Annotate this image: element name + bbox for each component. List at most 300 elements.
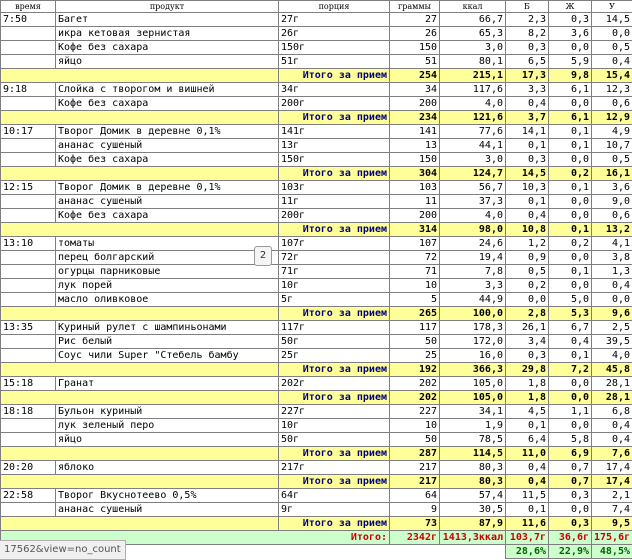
protein: 0,4 (506, 97, 549, 111)
portion: 64г (279, 489, 390, 503)
carbs: 4,1 (592, 237, 632, 251)
grams: 200 (390, 209, 440, 223)
meal-total-spacer (1, 391, 279, 405)
percent-fat: 22,9% (549, 545, 592, 559)
meal-total-grams: 73 (390, 517, 440, 531)
portion: 200г (279, 97, 390, 111)
carbs: 17,4 (592, 461, 632, 475)
meal-total-kcal: 100,0 (440, 307, 506, 321)
grams: 71 (390, 265, 440, 279)
portion: 11г (279, 195, 390, 209)
table-row (1, 293, 632, 307)
header-kcal: ккал (440, 1, 506, 13)
portion: 72г (279, 251, 390, 265)
portion: 150г (279, 41, 390, 55)
protein: 6,4 (506, 433, 549, 447)
portion: 71г (279, 265, 390, 279)
meal-time: 20:20 (1, 461, 56, 475)
grams: 117 (390, 321, 440, 335)
meal-time (1, 153, 56, 167)
carbs: 0,4 (592, 279, 632, 293)
protein: 0,4 (506, 209, 549, 223)
kcal: 80,3 (440, 461, 506, 475)
carbs: 0,4 (592, 55, 632, 69)
carbs: 12,3 (592, 83, 632, 97)
kcal: 37,3 (440, 195, 506, 209)
product-name: Гранат (56, 377, 279, 391)
protein: 0,1 (506, 419, 549, 433)
grams: 64 (390, 489, 440, 503)
meal-total-grams: 234 (390, 111, 440, 125)
meal-total-grams: 202 (390, 391, 440, 405)
portion: 103г (279, 181, 390, 195)
portion: 25г (279, 349, 390, 363)
table-row (1, 503, 632, 517)
table-row (1, 405, 632, 419)
table-row (1, 265, 632, 279)
carbs: 3,6 (592, 181, 632, 195)
status-url: 17562&view=no_count (0, 540, 126, 560)
portion: 227г (279, 405, 390, 419)
header-grams: граммы (390, 1, 440, 13)
meal-total-fat: 6,1 (549, 111, 592, 125)
meal-total-grams: 314 (390, 223, 440, 237)
grams: 150 (390, 153, 440, 167)
meal-total-label: Итого за прием (279, 111, 390, 125)
meal-total-row (1, 69, 632, 83)
meal-total-fat: 0,1 (549, 223, 592, 237)
fat: 0,1 (549, 139, 592, 153)
meal-total-kcal: 105,0 (440, 391, 506, 405)
header-protein: Б (506, 1, 549, 13)
product-name: Соус чили Super "Стебель бамбу (56, 349, 279, 363)
meal-total-carbs: 17,4 (592, 475, 632, 489)
product-name: лук порей (56, 279, 279, 293)
product-name: икра кетовая зернистая (56, 27, 279, 41)
meal-time (1, 433, 56, 447)
fat: 0,1 (549, 181, 592, 195)
portion: 117г (279, 321, 390, 335)
meal-time (1, 209, 56, 223)
portion: 50г (279, 433, 390, 447)
meal-total-spacer (1, 111, 279, 125)
product-name: Творог Вкуснотеево 0,5% (56, 489, 279, 503)
carbs: 0,0 (592, 27, 632, 41)
carbs: 4,9 (592, 125, 632, 139)
carbs: 2,5 (592, 321, 632, 335)
meal-total-carbs: 13,2 (592, 223, 632, 237)
fat: 3,6 (549, 27, 592, 41)
meal-total-kcal: 98,0 (440, 223, 506, 237)
grams: 5 (390, 293, 440, 307)
product-name: Кофе без сахара (56, 209, 279, 223)
meal-time: 12:15 (1, 181, 56, 195)
meal-time (1, 293, 56, 307)
protein: 26,1 (506, 321, 549, 335)
product-name: огурцы парниковые (56, 265, 279, 279)
portion: 51г (279, 55, 390, 69)
carbs: 28,1 (592, 377, 632, 391)
product-name: Творог Домик в деревне 0,1% (56, 125, 279, 139)
carbs: 6,8 (592, 405, 632, 419)
meal-total-carbs: 15,4 (592, 69, 632, 83)
meal-total-row (1, 307, 632, 321)
meal-time (1, 419, 56, 433)
fat: 5,9 (549, 55, 592, 69)
table-row (1, 97, 632, 111)
fat: 0,1 (549, 265, 592, 279)
carbs: 0,6 (592, 209, 632, 223)
meal-total-grams: 217 (390, 475, 440, 489)
meal-time: 13:35 (1, 321, 56, 335)
meal-time: 7:50 (1, 13, 56, 27)
product-name: яблоко (56, 461, 279, 475)
meal-total-spacer (1, 363, 279, 377)
kcal: 44,1 (440, 139, 506, 153)
kcal: 66,7 (440, 13, 506, 27)
product-name: Бульон куриный (56, 405, 279, 419)
meal-total-row (1, 391, 632, 405)
protein: 1,8 (506, 377, 549, 391)
meal-total-kcal: 87,9 (440, 517, 506, 531)
kcal: 30,5 (440, 503, 506, 517)
protein: 14,1 (506, 125, 549, 139)
meal-total-row (1, 167, 632, 181)
meal-total-spacer (1, 69, 279, 83)
portion: 217г (279, 461, 390, 475)
fat: 5,0 (549, 293, 592, 307)
meal-total-protein: 1,8 (506, 391, 549, 405)
product-name: Кофе без сахара (56, 97, 279, 111)
meal-total-spacer (1, 307, 279, 321)
meal-total-fat: 7,2 (549, 363, 592, 377)
carbs: 0,4 (592, 433, 632, 447)
table-row (1, 13, 632, 27)
kcal: 3,0 (440, 41, 506, 55)
grand-total-fat: 36,6г (549, 531, 592, 545)
diary-body (1, 13, 632, 531)
product-name: лук зеленый перо (56, 419, 279, 433)
kcal: 80,1 (440, 55, 506, 69)
protein: 10,3 (506, 181, 549, 195)
meal-total-grams: 287 (390, 447, 440, 461)
meal-time: 18:18 (1, 405, 56, 419)
meal-time (1, 335, 56, 349)
carbs: 14,5 (592, 13, 632, 27)
carbs: 0,5 (592, 153, 632, 167)
product-name: ананас сушеный (56, 139, 279, 153)
table-row (1, 55, 632, 69)
carbs: 39,5 (592, 335, 632, 349)
meal-time (1, 503, 56, 517)
table-row (1, 335, 632, 349)
fat: 1,1 (549, 405, 592, 419)
grams: 34 (390, 83, 440, 97)
meal-total-protein: 11,0 (506, 447, 549, 461)
meal-total-fat: 0,7 (549, 475, 592, 489)
meal-total-label: Итого за прием (279, 69, 390, 83)
portion: 150г (279, 153, 390, 167)
kcal: 172,0 (440, 335, 506, 349)
product-name: яйцо (56, 433, 279, 447)
protein: 0,0 (506, 293, 549, 307)
kcal: 34,1 (440, 405, 506, 419)
grams: 13 (390, 139, 440, 153)
meal-total-protein: 14,5 (506, 167, 549, 181)
meal-time (1, 97, 56, 111)
kcal: 16,0 (440, 349, 506, 363)
meal-total-row (1, 475, 632, 489)
meal-time (1, 251, 56, 265)
kcal: 178,3 (440, 321, 506, 335)
protein: 0,3 (506, 349, 549, 363)
protein: 0,2 (506, 279, 549, 293)
kcal: 56,7 (440, 181, 506, 195)
meal-total-kcal: 80,3 (440, 475, 506, 489)
carbs: 0,5 (592, 41, 632, 55)
fat: 0,0 (549, 419, 592, 433)
grand-total-grams: 2342г (390, 531, 440, 545)
meal-total-fat: 0,2 (549, 167, 592, 181)
portion: 5г (279, 293, 390, 307)
meal-total-carbs: 9,5 (592, 517, 632, 531)
meal-total-carbs: 7,6 (592, 447, 632, 461)
meal-total-carbs: 45,8 (592, 363, 632, 377)
grams: 217 (390, 461, 440, 475)
carbs: 9,0 (592, 195, 632, 209)
protein: 0,4 (506, 461, 549, 475)
meal-total-label: Итого за прием (279, 391, 390, 405)
meal-time (1, 27, 56, 41)
meal-total-fat: 6,9 (549, 447, 592, 461)
carbs: 10,7 (592, 139, 632, 153)
table-row (1, 83, 632, 97)
meal-total-spacer (1, 517, 279, 531)
table-row (1, 419, 632, 433)
meal-total-fat: 9,8 (549, 69, 592, 83)
protein: 0,5 (506, 265, 549, 279)
table-row (1, 195, 632, 209)
fat: 0,2 (549, 237, 592, 251)
product-name: ананас сушеный (56, 195, 279, 209)
grams: 25 (390, 349, 440, 363)
kcal: 44,9 (440, 293, 506, 307)
protein: 3,3 (506, 83, 549, 97)
grams: 10 (390, 279, 440, 293)
product-name: масло оливковое (56, 293, 279, 307)
meal-time (1, 195, 56, 209)
meal-time (1, 279, 56, 293)
portion: 10г (279, 419, 390, 433)
header-time: время (1, 1, 56, 13)
header-portion: порция (279, 1, 390, 13)
meal-total-kcal: 215,1 (440, 69, 506, 83)
meal-total-protein: 10,8 (506, 223, 549, 237)
fat: 0,0 (549, 97, 592, 111)
meal-total-protein: 17,3 (506, 69, 549, 83)
product-name: Куриный рулет с шампиньонами (56, 321, 279, 335)
protein: 2,3 (506, 13, 549, 27)
table-row (1, 489, 632, 503)
protein: 4,5 (506, 405, 549, 419)
kcal: 57,4 (440, 489, 506, 503)
fat: 0,0 (549, 251, 592, 265)
percent-carbs: 48,5% (592, 545, 632, 559)
kcal: 77,6 (440, 125, 506, 139)
carbs: 3,8 (592, 251, 632, 265)
product-name: перец болгарский (56, 251, 279, 265)
meal-time: 10:17 (1, 125, 56, 139)
meal-total-grams: 254 (390, 69, 440, 83)
protein: 0,1 (506, 139, 549, 153)
header-carbs: У (592, 1, 632, 13)
carbs: 0,4 (592, 419, 632, 433)
protein: 0,3 (506, 41, 549, 55)
protein: 6,5 (506, 55, 549, 69)
fat: 0,1 (549, 349, 592, 363)
meal-total-grams: 265 (390, 307, 440, 321)
header-product: продукт (56, 1, 279, 13)
meal-time (1, 349, 56, 363)
meal-total-spacer (1, 447, 279, 461)
carbs: 1,3 (592, 265, 632, 279)
table-row (1, 27, 632, 41)
meal-time: 13:10 (1, 237, 56, 251)
product-name: томаты (56, 237, 279, 251)
meal-time (1, 265, 56, 279)
meal-total-label: Итого за прием (279, 363, 390, 377)
meal-total-protein: 0,4 (506, 475, 549, 489)
portion: 13г (279, 139, 390, 153)
meal-total-label: Итого за прием (279, 307, 390, 321)
product-name: Слойка с творогом и вишней (56, 83, 279, 97)
meal-total-grams: 304 (390, 167, 440, 181)
grams: 51 (390, 55, 440, 69)
kcal: 65,3 (440, 27, 506, 41)
table-row (1, 321, 632, 335)
product-name: Рис белый (56, 335, 279, 349)
table-row (1, 139, 632, 153)
kcal: 4,0 (440, 97, 506, 111)
grams: 107 (390, 237, 440, 251)
comment-badge[interactable]: 2 (254, 246, 272, 266)
meal-time (1, 139, 56, 153)
meal-total-kcal: 114,5 (440, 447, 506, 461)
portion: 26г (279, 27, 390, 41)
protein: 1,2 (506, 237, 549, 251)
grams: 202 (390, 377, 440, 391)
meal-total-protein: 3,7 (506, 111, 549, 125)
table-row (1, 279, 632, 293)
meal-total-fat: 5,3 (549, 307, 592, 321)
meal-total-protein: 29,8 (506, 363, 549, 377)
fat: 0,0 (549, 153, 592, 167)
meal-total-carbs: 28,1 (592, 391, 632, 405)
table-row (1, 181, 632, 195)
grand-total-kcal: 1413,3ккал (440, 531, 506, 545)
carbs: 0,0 (592, 293, 632, 307)
portion: 9г (279, 503, 390, 517)
grams: 200 (390, 97, 440, 111)
fat: 0,3 (549, 13, 592, 27)
table-row (1, 237, 632, 251)
kcal: 117,6 (440, 83, 506, 97)
protein: 0,1 (506, 195, 549, 209)
fat: 0,7 (549, 461, 592, 475)
kcal: 78,5 (440, 433, 506, 447)
fat: 0,0 (549, 209, 592, 223)
table-row (1, 461, 632, 475)
meal-total-fat: 0,3 (549, 517, 592, 531)
protein: 0,3 (506, 153, 549, 167)
grams: 26 (390, 27, 440, 41)
fat: 0,3 (549, 489, 592, 503)
meal-time (1, 55, 56, 69)
kcal: 105,0 (440, 377, 506, 391)
meal-total-fat: 0,0 (549, 391, 592, 405)
meal-total-protein: 11,6 (506, 517, 549, 531)
protein: 0,9 (506, 251, 549, 265)
carbs: 0,6 (592, 97, 632, 111)
product-name: Багет (56, 13, 279, 27)
meal-total-row (1, 363, 632, 377)
fat: 0,0 (549, 377, 592, 391)
protein: 3,4 (506, 335, 549, 349)
grams: 11 (390, 195, 440, 209)
portion: 200г (279, 209, 390, 223)
protein: 8,2 (506, 27, 549, 41)
fat: 5,8 (549, 433, 592, 447)
meal-total-kcal: 366,3 (440, 363, 506, 377)
portion: 50г (279, 335, 390, 349)
meal-total-carbs: 9,6 (592, 307, 632, 321)
grand-total-label: Итого: (1, 531, 390, 545)
product-name: яйцо (56, 55, 279, 69)
fat: 0,0 (549, 279, 592, 293)
kcal: 4,0 (440, 209, 506, 223)
grams: 9 (390, 503, 440, 517)
portion: 107г (279, 237, 390, 251)
table-row (1, 209, 632, 223)
meal-total-protein: 2,8 (506, 307, 549, 321)
grams: 10 (390, 419, 440, 433)
meal-time: 9:18 (1, 83, 56, 97)
carbs: 7,4 (592, 503, 632, 517)
fat: 0,4 (549, 335, 592, 349)
grams: 103 (390, 181, 440, 195)
kcal: 7,8 (440, 265, 506, 279)
grand-total-protein: 103,7г (506, 531, 549, 545)
product-name: Кофе без сахара (56, 153, 279, 167)
fat: 6,7 (549, 321, 592, 335)
meal-time: 22:58 (1, 489, 56, 503)
meal-time: 15:18 (1, 377, 56, 391)
carbs: 2,1 (592, 489, 632, 503)
fat: 0,0 (549, 195, 592, 209)
kcal: 1,9 (440, 419, 506, 433)
portion: 202г (279, 377, 390, 391)
meal-total-label: Итого за прием (279, 167, 390, 181)
grams: 27 (390, 13, 440, 27)
meal-time (1, 41, 56, 55)
table-row (1, 377, 632, 391)
meal-total-carbs: 12,9 (592, 111, 632, 125)
meal-total-row (1, 517, 632, 531)
portion: 27г (279, 13, 390, 27)
fat: 6,1 (549, 83, 592, 97)
grams: 50 (390, 335, 440, 349)
fat: 0,0 (549, 41, 592, 55)
